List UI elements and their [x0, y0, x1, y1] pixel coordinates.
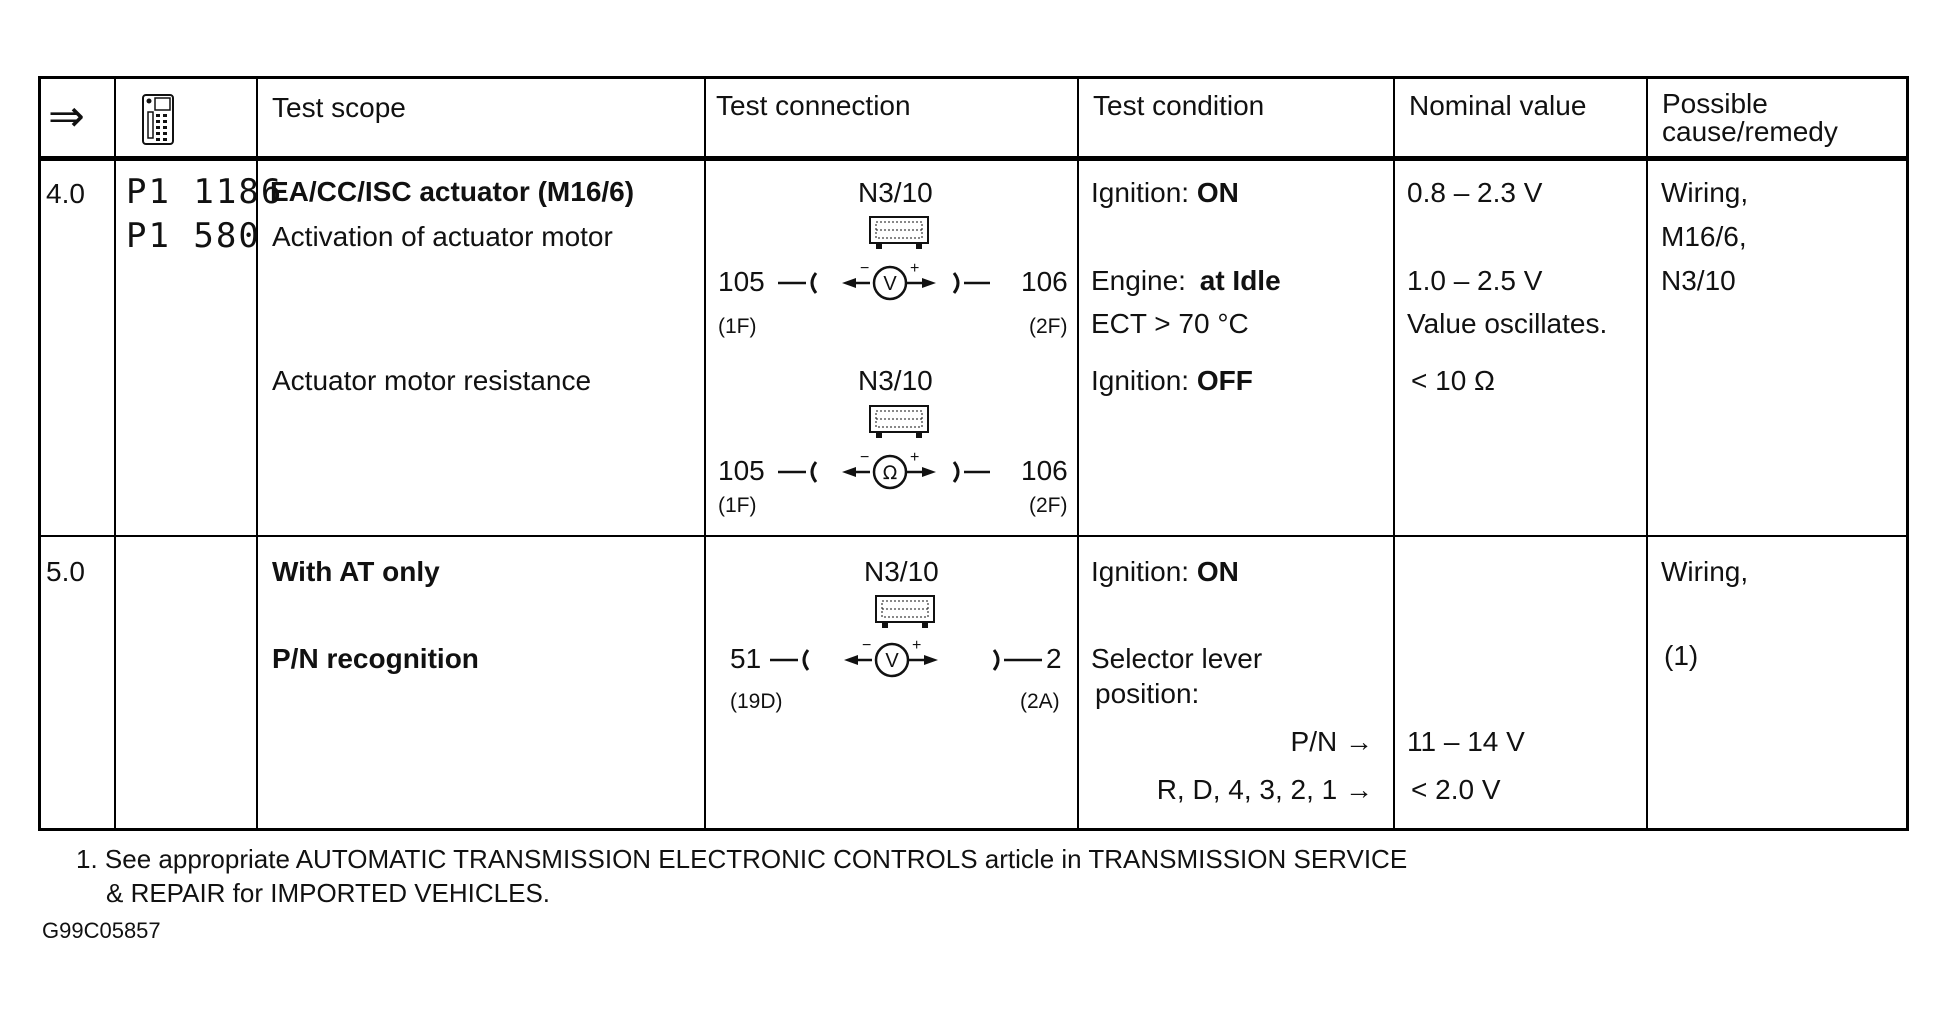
- header-nominal-value: Nominal value: [1409, 90, 1587, 121]
- fault-code: P1 580: [126, 216, 261, 256]
- nominal-value: 1.0 – 2.5 V: [1407, 265, 1543, 296]
- meter-symbol: Ω: [882, 462, 898, 484]
- condition-value: OFF: [1196, 365, 1253, 396]
- pin-sub-left: (19D): [730, 690, 783, 713]
- col-divider-1: [114, 76, 116, 831]
- svg-text:+: +: [910, 260, 920, 277]
- nominal-value: < 10 Ω: [1411, 365, 1495, 396]
- header-possible-cause-1: Possible: [1662, 88, 1768, 119]
- condition-value: ON: [1196, 177, 1239, 208]
- module-label: N3/10: [858, 365, 933, 396]
- connector-icon: [868, 404, 932, 440]
- cause-text: (1): [1664, 640, 1699, 671]
- pin-left: 105: [718, 455, 765, 486]
- step-number: 5.0: [46, 556, 85, 587]
- condition-value: ON: [1196, 556, 1239, 587]
- meter-symbol: V: [885, 650, 899, 672]
- connector-icon: [868, 215, 932, 251]
- condition-text: P/N →: [1290, 726, 1373, 757]
- step-number: 4.0: [46, 178, 85, 209]
- nominal-value: 0.8 – 2.3 V: [1407, 177, 1543, 208]
- nominal-value: < 2.0 V: [1411, 774, 1501, 805]
- svg-text:+: +: [912, 637, 922, 654]
- table-bottom-border: [38, 828, 1908, 831]
- nominal-value: Value oscillates.: [1407, 308, 1608, 339]
- ohmmeter-probe-icon: [776, 447, 1016, 495]
- col-divider-4: [1077, 76, 1079, 831]
- cause-text: M16/6,: [1661, 221, 1747, 252]
- condition-label: Ignition:: [1091, 177, 1190, 208]
- voltmeter-probe-icon: [776, 258, 1016, 306]
- header-bottom-border: [38, 156, 1908, 161]
- col-divider-5: [1393, 76, 1395, 831]
- pin-sub-right: (2F): [1029, 315, 1068, 338]
- scope-text: Activation of actuator motor: [272, 221, 613, 252]
- header-test-connection: Test connection: [716, 90, 911, 121]
- condition-text: [1091, 265, 1281, 297]
- svg-text:−: −: [862, 637, 872, 654]
- header-possible-cause-2: cause/remedy: [1662, 116, 1838, 147]
- condition-text: R, D, 4, 3, 2, 1 →: [1156, 774, 1373, 805]
- meter-symbol: V: [883, 273, 897, 295]
- col-divider-3: [704, 76, 706, 831]
- header-test-condition: Test condition: [1093, 90, 1265, 121]
- figure-id: G99C05857: [42, 918, 161, 943]
- cause-text: Wiring,: [1661, 556, 1749, 587]
- cause-text: N3/10: [1661, 265, 1736, 296]
- footnote: & REPAIR for IMPORTED VEHICLES.: [106, 878, 551, 908]
- fault-code: P1 1186: [126, 172, 284, 212]
- table-left-border: [38, 76, 41, 831]
- pin-left: 51: [730, 643, 762, 674]
- pin-sub-left: (1F): [718, 315, 757, 338]
- row-divider: [38, 535, 1908, 537]
- cause-text: Wiring,: [1661, 177, 1749, 208]
- connector-icon: [874, 594, 938, 630]
- condition-text: ECT > 70 °C: [1091, 308, 1249, 339]
- scope-text: Actuator motor resistance: [272, 365, 592, 396]
- scope-title: EA/CC/ISC actuator (M16/6): [270, 176, 635, 207]
- condition-label: Ignition:: [1091, 556, 1190, 587]
- table-right-border: [1906, 76, 1909, 831]
- svg-text:−: −: [860, 449, 870, 466]
- scope-title: With AT only: [272, 556, 440, 587]
- pin-right: 2: [1046, 643, 1062, 674]
- module-label: N3/10: [858, 177, 933, 208]
- voltmeter-probe-icon: [768, 635, 1044, 683]
- pin-right: 106: [1021, 266, 1068, 297]
- pin-sub-right: (2A): [1020, 690, 1060, 713]
- condition-text: [1091, 365, 1253, 397]
- pin-sub-right: (2F): [1029, 494, 1068, 517]
- condition-label: Ignition:: [1091, 365, 1190, 396]
- svg-text:+: +: [910, 449, 920, 466]
- svg-text:−: −: [860, 260, 870, 277]
- table-top-border: [38, 76, 1908, 79]
- condition-value: at Idle: [1199, 265, 1281, 296]
- condition-text: position:: [1095, 678, 1200, 709]
- condition-text: [1091, 556, 1239, 588]
- diagnostic-tester-icon: [140, 94, 176, 151]
- pin-left: 105: [718, 266, 765, 297]
- scope-text: P/N recognition: [272, 643, 479, 674]
- arrow-icon: ⇒: [48, 91, 85, 142]
- module-label: N3/10: [864, 556, 939, 587]
- col-divider-6: [1646, 76, 1648, 831]
- header-test-scope: Test scope: [272, 92, 406, 123]
- pin-sub-left: (1F): [718, 494, 757, 517]
- pin-right: 106: [1021, 455, 1068, 486]
- condition-label: Engine:: [1091, 265, 1186, 296]
- condition-text: [1091, 177, 1239, 209]
- footnote: 1. See appropriate AUTOMATIC TRANSMISSION ELECTRONIC CONTROLS article in TRANSMISSION SERVICE: [76, 844, 1408, 874]
- nominal-value: 11 – 14 V: [1407, 726, 1525, 757]
- condition-text: Selector lever: [1091, 643, 1263, 674]
